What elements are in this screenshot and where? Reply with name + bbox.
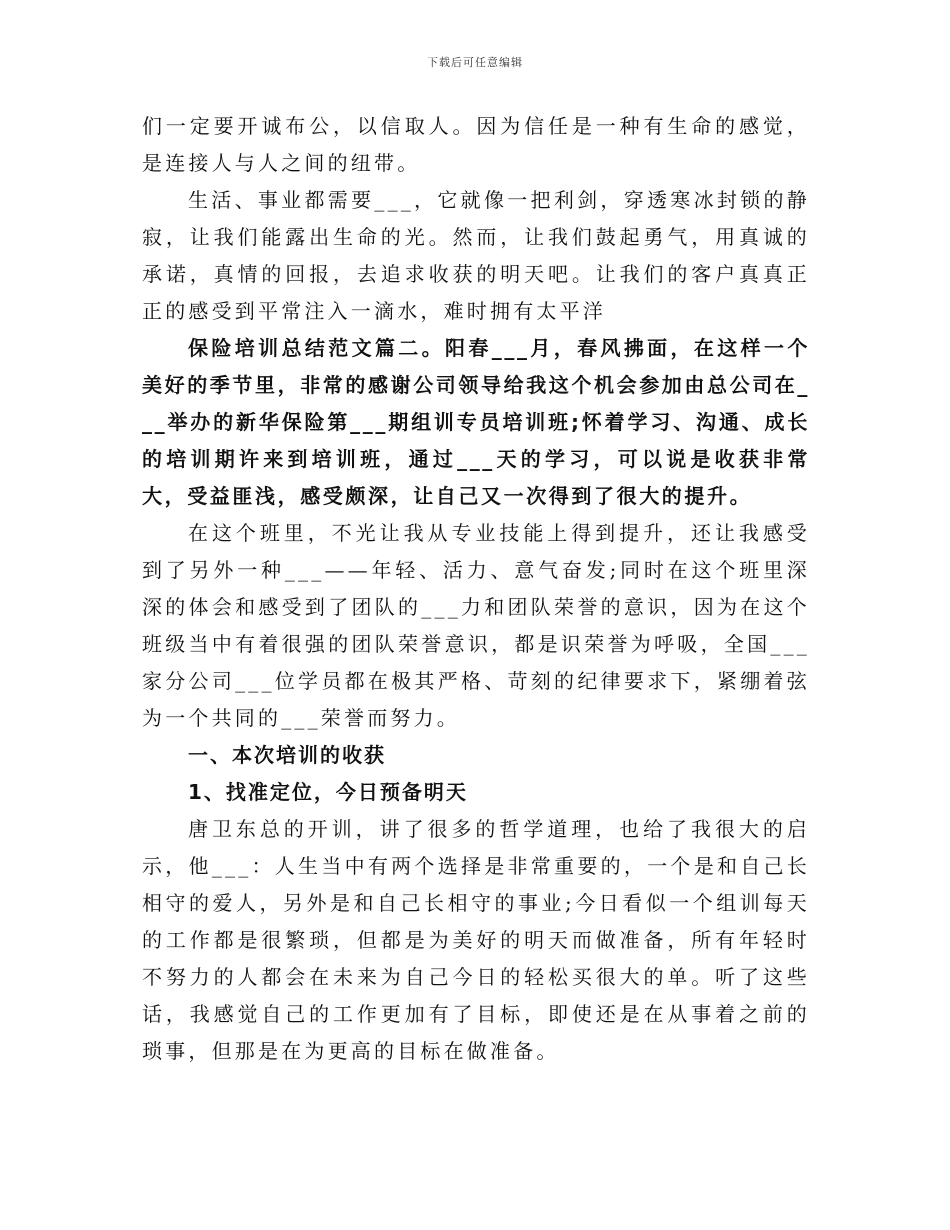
header-note: 下载后可任意编辑	[427, 56, 523, 69]
paragraph-class-experience: 在这个班里，不光让我从专业技能上得到提升，还让我感受到了另外一种___——年轻、活力、意气奋发;同时在这个班里深深的体会和感受到了团队的___力和团队荣誉的意识，因为在这个班级当中有着很强的团队荣誉意识，都是识荣誉为呼吸，全国___家分公司___位学员都在极其严格、苛刻的纪律要求下，紧绷着弦为一个共同的___荣誉而努力。	[142, 521, 810, 730]
paragraph-bold-intro: 保险培训总结范文篇二。阳春___月，春风拂面，在这样一个美好的季节里，非常的感谢公司领导给我这个机会参加由总公司在___举办的新华保险第___期组训专员培训班;怀着学习、沟通、成长的培训期许来到培训班，通过___天的学习，可以说是收获非常大，受益匪浅，感受颇深，让自己又一次得到了很大的提升。	[142, 336, 810, 508]
paragraph-life-career: 生活、事业都需要___，它就像一把利剑，穿透寒冰封锁的静寂，让我们能露出生命的光。然而，让我们鼓起勇气，用真诚的承诺，真情的回报，去追求收获的明天吧。让我们的客户真真正正的感受到平常注入一滴水，难时拥有太平洋	[142, 188, 810, 323]
subsection-heading: 1、找准定位，今日预备明天	[188, 780, 468, 804]
paragraph-opening-lecture: 唐卫东总的开训，讲了很多的哲学道理，也给了我很大的启示，他___：人生当中有两个选择是非常重要的，一个是和自己长相守的爱人，另外是和自己长相守的事业;今日看似一个组训每天的工作都是很繁琐，但都是为美好的明天而做准备，所有年轻时不努力的人都会在未来为自己今日的轻松买很大的单。听了这些话，我感觉自己的工作更加有了目标，即使还是在从事着之前的琐事，但那是在为更高的目标在做准备。	[142, 817, 810, 1063]
document-body	[142, 108, 810, 1070]
section-heading: 一、本次培训的收获	[188, 743, 386, 767]
paragraph-continuation: 们一定要开诚布公，以信取人。因为信任是一种有生命的感觉，是连接人与人之间的纽带。	[142, 114, 810, 175]
